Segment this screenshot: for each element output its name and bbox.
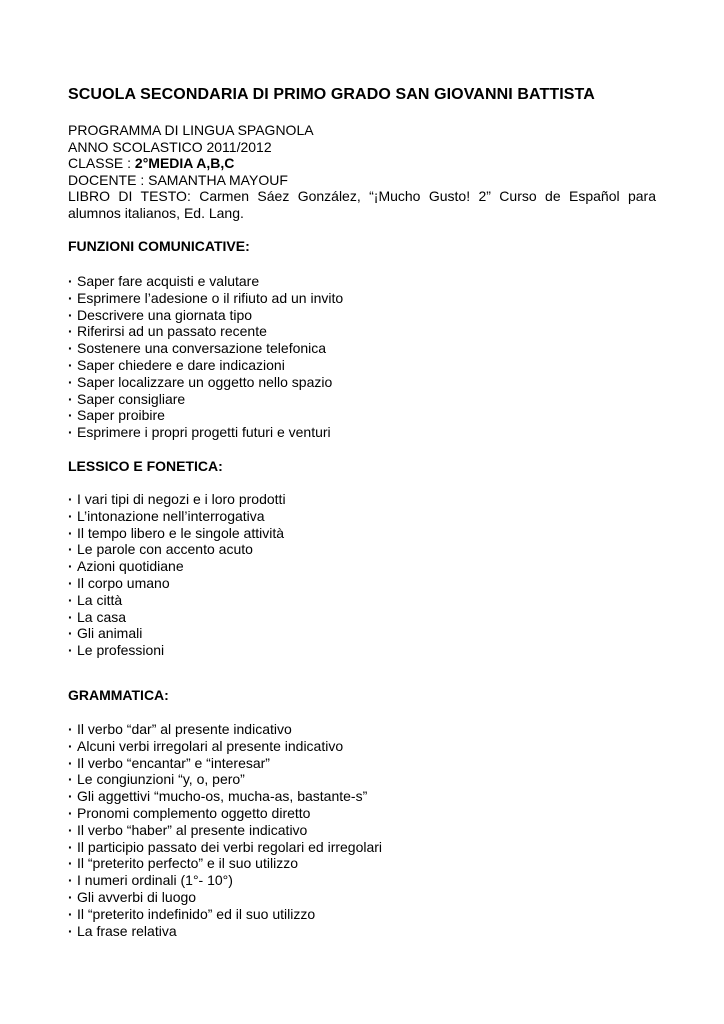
list-item: · Saper localizzare un oggetto nello spazio bbox=[68, 374, 343, 391]
list-item: · Esprimere l’adesione o il rifiuto ad un invito bbox=[68, 290, 343, 307]
list-item: · Saper proibire bbox=[68, 407, 343, 424]
classe-line bbox=[68, 155, 656, 172]
list-item: · Le parole con accento acuto bbox=[68, 541, 286, 558]
list-item: · La città bbox=[68, 592, 286, 609]
list-item: · La frase relativa bbox=[68, 923, 382, 940]
document-title: SCUOLA SECONDARIA DI PRIMO GRADO SAN GIOVANNI BATTISTA bbox=[68, 86, 595, 103]
list-item: · Il verbo “haber” al presente indicativo bbox=[68, 822, 382, 839]
list-item: · Saper fare acquisti e valutare bbox=[68, 273, 343, 290]
lessico-list bbox=[68, 491, 286, 659]
funzioni-list bbox=[68, 273, 343, 441]
list-item: · Pronomi complemento oggetto diretto bbox=[68, 805, 382, 822]
list-item: · Descrivere una giornata tipo bbox=[68, 307, 343, 324]
grammatica-heading: GRAMMATICA: bbox=[68, 687, 169, 703]
list-item: · Riferirsi ad un passato recente bbox=[68, 323, 343, 340]
list-item: · Esprimere i propri progetti futuri e venturi bbox=[68, 424, 343, 441]
list-item: · Gli avverbi di luogo bbox=[68, 889, 382, 906]
list-item: · L’intonazione nell’interrogativa bbox=[68, 508, 286, 525]
grammatica-list bbox=[68, 721, 382, 939]
list-item: · Saper consigliare bbox=[68, 391, 343, 408]
list-item: · Il corpo umano bbox=[68, 575, 286, 592]
list-item: · Il “preterito indefinido” ed il suo utilizzo bbox=[68, 906, 382, 923]
list-item: · I numeri ordinali (1°- 10°) bbox=[68, 872, 382, 889]
list-item: · I vari tipi di negozi e i loro prodotti bbox=[68, 491, 286, 508]
funzioni-heading: FUNZIONI COMUNICATIVE: bbox=[68, 238, 250, 254]
libro-line-2: alumnos italianos, Ed. Lang. bbox=[68, 204, 244, 221]
programma-line: PROGRAMMA DI LINGUA SPAGNOLA bbox=[68, 122, 314, 138]
list-item: · Gli aggettivi “mucho-os, mucha-as, bastante-s” bbox=[68, 788, 382, 805]
list-item: · Il verbo “dar” al presente indicativo bbox=[68, 721, 382, 738]
lessico-heading: LESSICO E FONETICA: bbox=[68, 458, 223, 474]
list-item: · Sostenere una conversazione telefonica bbox=[68, 340, 343, 357]
list-item: · Azioni quotidiane bbox=[68, 558, 286, 575]
list-item: · La casa bbox=[68, 609, 286, 626]
classe-value: 2°MEDIA A,B,C bbox=[134, 155, 235, 172]
docente-line: DOCENTE : SAMANTHA MAYOUF bbox=[68, 171, 288, 188]
list-item: · Gli animali bbox=[68, 625, 286, 642]
list-item: · Il tempo libero e le singole attività bbox=[68, 525, 286, 542]
course-info bbox=[68, 122, 656, 222]
libro-line-1: LIBRO DI TESTO: Carmen Sáez González, “¡Mucho Gusto! 2” Curso de Español para bbox=[68, 188, 656, 205]
list-item: · Il participio passato dei verbi regolari ed irregolari bbox=[68, 839, 382, 856]
list-item: · Le professioni bbox=[68, 642, 286, 659]
list-item: · Saper chiedere e dare indicazioni bbox=[68, 357, 343, 374]
list-item: · Le congiunzioni “y, o, pero” bbox=[68, 771, 382, 788]
list-item: · Alcuni verbi irregolari al presente indicativo bbox=[68, 738, 382, 755]
list-item: · Il “preterito perfecto” e il suo utilizzo bbox=[68, 855, 382, 872]
list-item: · Il verbo “encantar” e “interesar” bbox=[68, 755, 382, 772]
classe-label: CLASSE : bbox=[68, 155, 135, 172]
anno-line: ANNO SCOLASTICO 2011/2012 bbox=[68, 138, 272, 155]
